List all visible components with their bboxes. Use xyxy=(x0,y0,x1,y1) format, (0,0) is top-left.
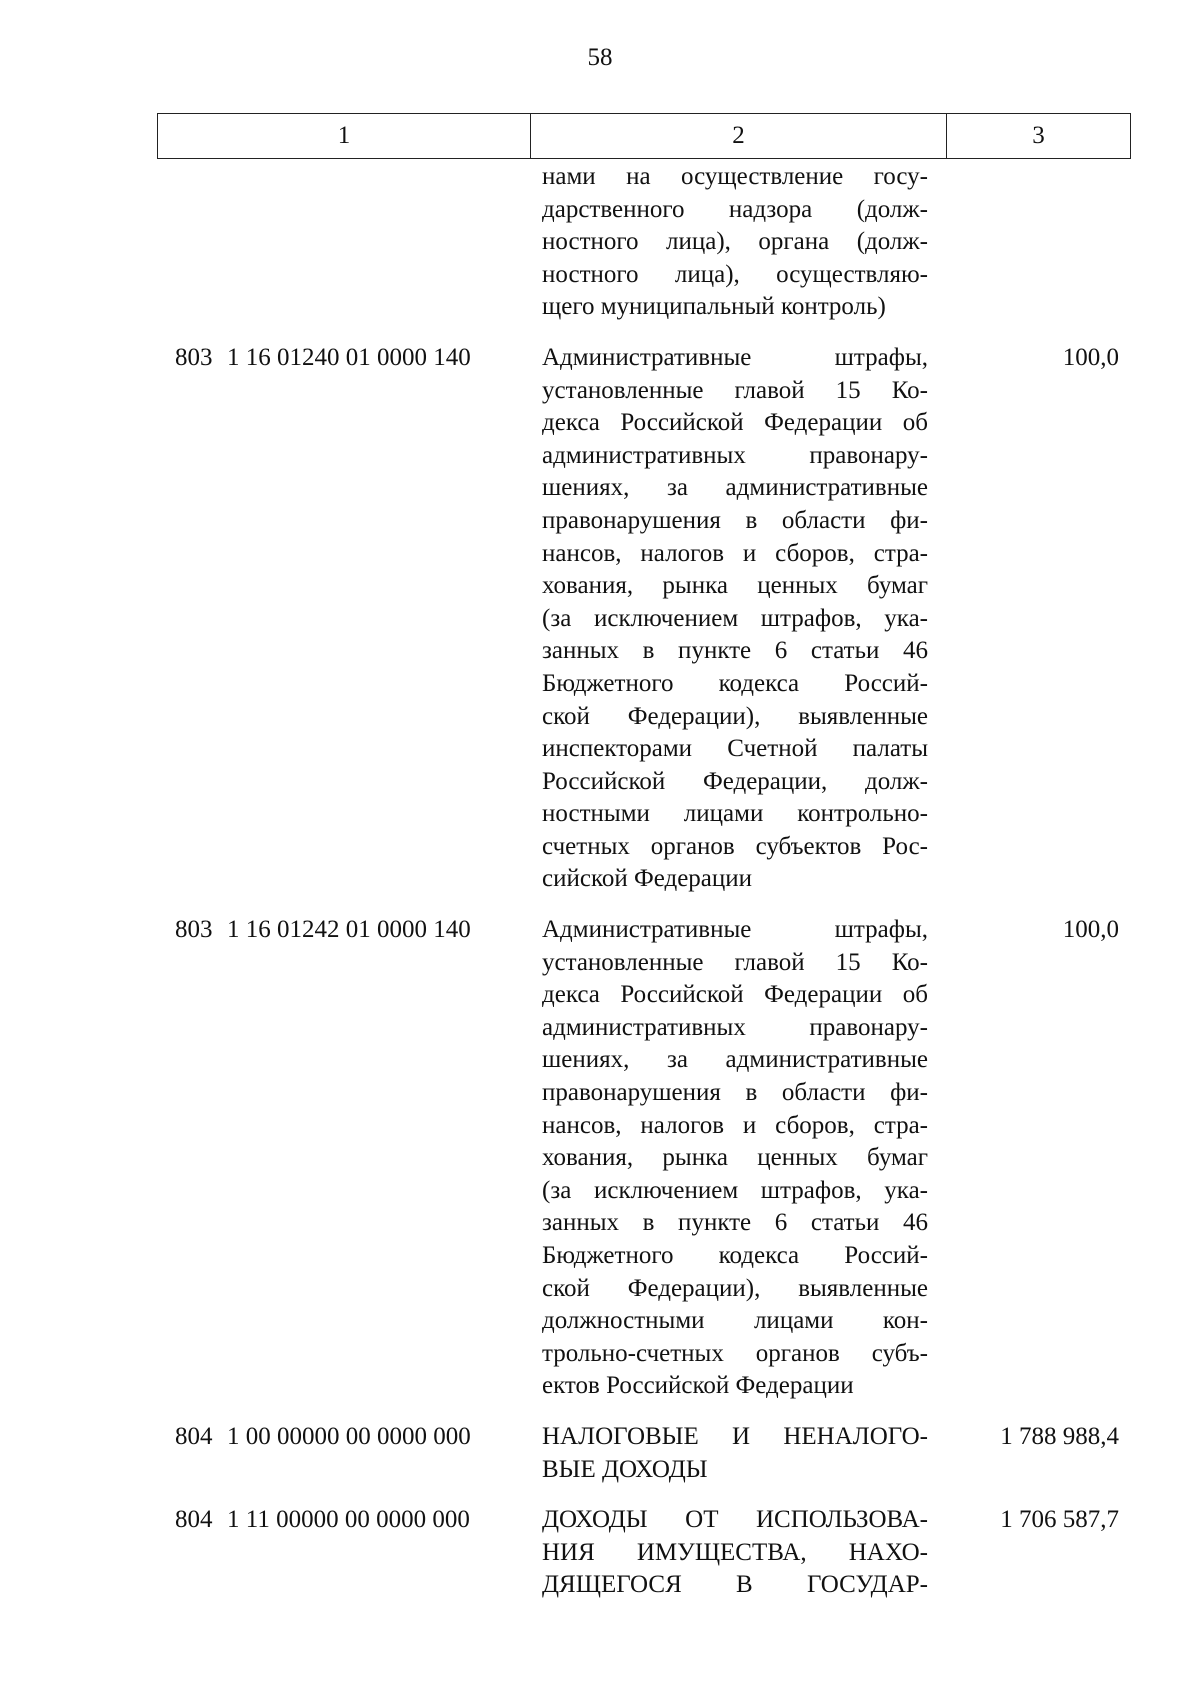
header-col-1: 1 xyxy=(158,114,531,158)
admin-code-cell: 804 xyxy=(175,1422,213,1450)
description-line: административных правонару- xyxy=(542,441,928,469)
description-line: ской Федерации), выявленные xyxy=(542,702,928,730)
header-col-3: 3 xyxy=(1032,122,1045,149)
description-line: дарственного надзора (долж- xyxy=(542,195,928,223)
description-line: ВЫЕ ДОХОДЫ xyxy=(542,1455,708,1483)
description-line: установленные главой 15 Ко- xyxy=(542,376,928,404)
description-line: ностными лицами контрольно- xyxy=(542,800,928,828)
description-line: ностного лица), осуществляю- xyxy=(542,260,928,288)
description-line: декса Российской Федерации об xyxy=(542,981,928,1009)
description-line: административных правонару- xyxy=(542,1013,928,1041)
description-line: Административные штрафы, xyxy=(542,916,928,944)
description-line: НАЛОГОВЫЕ И НЕНАЛОГО- xyxy=(542,1422,928,1450)
description-line: ской Федерации), выявленные xyxy=(542,1274,928,1302)
table-row xyxy=(157,342,1131,896)
description-line: правонарушения в области фи- xyxy=(542,1079,928,1107)
header-col-2: 2 xyxy=(531,114,947,158)
description-line: (за исключением штрафов, ука- xyxy=(542,1176,928,1204)
description-cell xyxy=(530,161,946,324)
description-line: хования, рынка ценных бумаг xyxy=(542,572,928,600)
description-line: декса Российской Федерации об xyxy=(542,409,928,437)
description-line: шениях, за административные xyxy=(542,474,928,502)
description-line: должностными лицами кон- xyxy=(542,1307,928,1335)
description-line: занных в пункте 6 статьи 46 xyxy=(542,1209,928,1237)
description-line: Бюджетного кодекса Россий- xyxy=(542,1242,928,1269)
description-line: нансов, налогов и сборов, стра- xyxy=(542,539,928,567)
admin-code-cell: 804 xyxy=(175,1506,213,1534)
description-line: правонарушения в области фи- xyxy=(542,506,928,534)
description-line: инспекторами Счетной палаты xyxy=(542,735,928,763)
description-cell xyxy=(530,914,946,1403)
description-cell xyxy=(530,1504,946,1602)
description-line: ностного лица), органа (долж- xyxy=(542,228,928,256)
amount-cell: 1 788 988,4 xyxy=(1000,1422,1119,1450)
revenue-code-cell: 1 11 00000 00 0000 000 xyxy=(227,1506,470,1534)
revenue-code-cell: 1 00 00000 00 0000 000 xyxy=(227,1422,471,1450)
admin-code-cell: 803 xyxy=(175,916,213,944)
description-line: ектов Российской Федерации xyxy=(542,1372,854,1400)
description-line: шениях, за административные xyxy=(542,1046,928,1074)
description-line: занных в пункте 6 статьи 46 xyxy=(542,637,928,665)
description-line: ДЯЩЕГОСЯ В ГОСУДАР- xyxy=(542,1571,928,1599)
table-body xyxy=(157,161,1131,1620)
description-line: щего муниципальный контроль) xyxy=(542,293,886,321)
description-line: нансов, налогов и сборов, стра- xyxy=(542,1111,928,1139)
revenue-code-cell: 1 16 01242 01 0000 140 xyxy=(227,916,471,944)
description-line: Российской Федерации, долж- xyxy=(542,767,928,795)
table-row xyxy=(157,1421,1131,1486)
admin-code-cell: 803 xyxy=(175,343,213,371)
amount-cell: 100,0 xyxy=(1062,343,1119,371)
description-line: сийской Федерации xyxy=(542,865,753,893)
description-line: хования, рынка ценных бумаг xyxy=(542,1144,928,1172)
revenue-code-cell: 1 16 01240 01 0000 140 xyxy=(227,343,471,371)
description-line: нами на осуществление госу- xyxy=(542,163,928,190)
description-line: трольно-счетных органов субъ- xyxy=(542,1339,928,1367)
table-header xyxy=(157,113,1131,159)
description-line: (за исключением штрафов, ука- xyxy=(542,604,928,632)
table-row xyxy=(157,914,1131,1403)
amount-cell: 100,0 xyxy=(1062,916,1119,944)
description-cell xyxy=(530,342,946,896)
table-row xyxy=(157,1504,1131,1602)
amount-cell: 1 706 587,7 xyxy=(1000,1506,1119,1534)
description-line: счетных органов субъектов Рос- xyxy=(542,832,928,860)
description-line: Бюджетного кодекса Россий- xyxy=(542,669,928,697)
description-line: НИЯ ИМУЩЕСТВА, НАХО- xyxy=(542,1538,928,1566)
description-line: Административные штрафы, xyxy=(542,343,928,371)
table-row xyxy=(157,161,1131,324)
page-number: 58 xyxy=(587,44,613,71)
description-cell xyxy=(530,1421,946,1486)
description-line: установленные главой 15 Ко- xyxy=(542,948,928,976)
description-line: ДОХОДЫ ОТ ИСПОЛЬЗОВА- xyxy=(542,1506,928,1534)
